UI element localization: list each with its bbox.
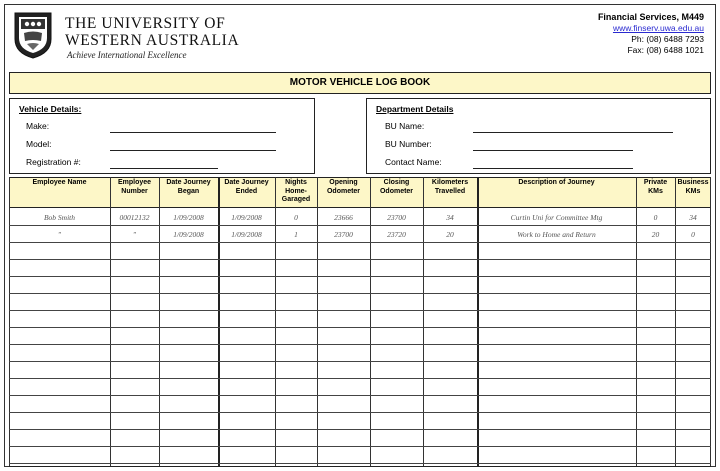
table-cell-business-kms[interactable]: 0 bbox=[691, 230, 695, 239]
table-cell-nights-garaged[interactable]: 1 bbox=[294, 230, 298, 239]
bu-name-field[interactable] bbox=[473, 132, 673, 133]
table-cell-km-travelled[interactable]: 34 bbox=[446, 213, 454, 222]
bu-name-label: BU Name: bbox=[385, 121, 425, 131]
department-details-heading: Department Details bbox=[376, 104, 454, 114]
table-cell-date-ended[interactable]: 1/09/2008 bbox=[231, 230, 262, 239]
table-cell-journey-description[interactable]: Work to Home and Return bbox=[517, 230, 596, 239]
row-divider bbox=[9, 310, 711, 311]
model-field[interactable] bbox=[110, 150, 276, 151]
table-cell-opening-odometer[interactable]: 23700 bbox=[334, 230, 353, 239]
column-header-journey-description: Description of Journey bbox=[518, 179, 595, 186]
registration-field[interactable] bbox=[110, 168, 218, 169]
document-title: MOTOR VEHICLE LOG BOOK bbox=[9, 72, 711, 94]
table-cell-journey-description[interactable]: Curtin Uni for Committee Mtg bbox=[510, 213, 603, 222]
website-link[interactable]: www.finserv.uwa.edu.au bbox=[612, 23, 704, 33]
department-details-box bbox=[366, 98, 711, 174]
bu-number-field[interactable] bbox=[473, 150, 633, 151]
column-header-employee-number: Employee Number bbox=[117, 179, 152, 195]
row-divider bbox=[9, 276, 711, 277]
table-cell-closing-odometer[interactable]: 23700 bbox=[387, 213, 406, 222]
table-cell-date-began[interactable]: 1/09/2008 bbox=[173, 230, 204, 239]
contact-block bbox=[598, 12, 704, 56]
letterhead bbox=[5, 5, 714, 65]
table-cell-date-began[interactable]: 1/09/2008 bbox=[173, 213, 204, 222]
university-motto: Achieve International Excellence bbox=[67, 50, 187, 60]
table-cell-private-kms[interactable]: 0 bbox=[653, 213, 658, 222]
table-cell-opening-odometer[interactable]: 23666 bbox=[334, 213, 353, 222]
column-header-nights-garaged: Nights Home-Garaged bbox=[281, 179, 311, 203]
row-divider bbox=[9, 446, 711, 447]
row-divider bbox=[9, 429, 711, 430]
table-cell-employee-name[interactable]: Bob Smith bbox=[43, 213, 76, 222]
row-divider bbox=[9, 344, 711, 345]
contact-name-label: Contact Name: bbox=[385, 157, 442, 167]
column-header-date-ended: Date Journey Ended bbox=[224, 179, 269, 195]
column-header-private-kms: Private KMs bbox=[643, 179, 668, 195]
row-divider bbox=[9, 293, 711, 294]
table-cell-employee-number[interactable]: 00012132 bbox=[119, 213, 150, 222]
university-crest-icon bbox=[13, 11, 53, 59]
table-cell-employee-number[interactable]: " bbox=[132, 230, 137, 239]
journey-log-table bbox=[9, 177, 711, 467]
fax-number: Fax: (08) 6488 1021 bbox=[627, 45, 704, 55]
table-cell-business-kms[interactable]: 34 bbox=[689, 213, 697, 222]
row-divider bbox=[9, 259, 711, 260]
contact-name-field[interactable] bbox=[473, 168, 633, 169]
table-bottom-border bbox=[9, 466, 711, 467]
table-cell-km-travelled[interactable]: 20 bbox=[446, 230, 454, 239]
make-field[interactable] bbox=[110, 132, 276, 133]
vehicle-details-heading: Vehicle Details: bbox=[19, 104, 82, 114]
column-header-employee-name: Employee Name bbox=[32, 179, 87, 186]
table-cell-closing-odometer[interactable]: 23720 bbox=[387, 230, 406, 239]
table-cell-nights-garaged[interactable]: 0 bbox=[294, 213, 298, 222]
university-name: THE UNIVERSITY OF WESTERN AUSTRALIA bbox=[65, 15, 240, 49]
row-divider bbox=[9, 378, 711, 379]
row-divider bbox=[9, 361, 711, 362]
row-divider bbox=[9, 327, 711, 328]
table-cell-date-ended[interactable]: 1/09/2008 bbox=[231, 213, 262, 222]
row-divider bbox=[9, 463, 711, 464]
table-cell-employee-name[interactable]: " bbox=[57, 230, 62, 239]
column-header-closing-odometer: Closing Odometer bbox=[379, 179, 414, 195]
column-header-date-began: Date Journey Began bbox=[166, 179, 211, 195]
row-divider bbox=[9, 412, 711, 413]
model-label: Model: bbox=[26, 139, 52, 149]
vehicle-details-box bbox=[9, 98, 315, 174]
log-book-page bbox=[4, 4, 716, 467]
registration-label: Registration #: bbox=[26, 157, 81, 167]
bu-number-label: BU Number: bbox=[385, 139, 432, 149]
column-header-opening-odometer: Opening Odometer bbox=[326, 179, 361, 195]
phone-number: Ph: (08) 6488 7293 bbox=[631, 34, 704, 44]
column-header-business-kms: Business KMs bbox=[677, 179, 709, 195]
dept-title: Financial Services, M449 bbox=[597, 12, 704, 22]
make-label: Make: bbox=[26, 121, 50, 131]
table-cell-private-kms[interactable]: 20 bbox=[651, 230, 660, 239]
column-header-km-travelled: Kilometers Travelled bbox=[431, 179, 469, 195]
row-divider bbox=[9, 395, 711, 396]
